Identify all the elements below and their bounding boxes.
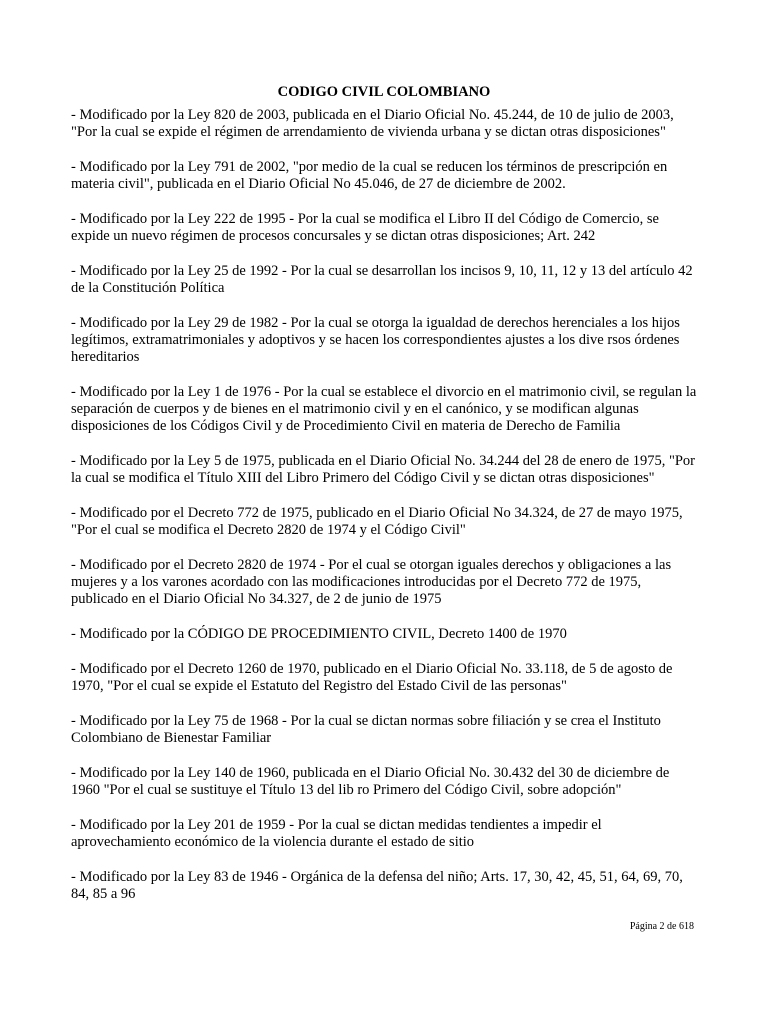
list-item: - Modificado por la Ley 29 de 1982 - Por la cual se otorga la igualdad de derechos herenciales a los hijos legítimos, extramatrimoniales y adoptivos y se hacen los correspondientes ajustes a los dive rsos órdenes hereditarios <box>71 315 680 365</box>
list-item: - Modificado por la Ley 791 de 2002, "por medio de la cual se reducen los términos de prescripción en materia civil", publicada en el Diario Oficial No 45.046, de 27 de diciembre de 2002. <box>71 159 668 192</box>
list-item: - Modificado por la Ley 25 de 1992 - Por la cual se desarrollan los incisos 9, 10, 11, 12 y 13 del artículo 42 de la Constitución Política <box>71 263 693 296</box>
list-item: - Modificado por la Ley 1 de 1976 - Por la cual se establece el divorcio en el matrimonio civil, se regulan la separación de cuerpos y de bienes en el matrimonio civil y en el canónico, y se modifican algunas disposiciones de los Códigos Civil y de Procedimiento Civil en materia de Derecho de Familia <box>71 384 697 434</box>
list-item: - Modificado por la Ley 820 de 2003, publicada en el Diario Oficial No. 45.244, de 10 de julio de 2003, "Por la cual se expide el régimen de arrendamiento de vivienda urbana y se dictan otras disposiciones" <box>71 107 674 140</box>
list-item: - Modificado por la Ley 5 de 1975, publicada en el Diario Oficial No. 34.244 del 28 de enero de 1975, "Por la cual se modifica el Título XIII del Libro Primero del Código Civil y se dictan otras disposiciones" <box>71 453 696 486</box>
list-item: - Modificado por el Decreto 1260 de 1970, publicado en el Diario Oficial No. 33.118, de 5 de agosto de 1970, "Por el cual se expide el Estatuto del Registro del Estado Civil de las personas" <box>71 661 673 694</box>
list-item: - Modificado por la Ley 75 de 1968 - Por la cual se dictan normas sobre filiación y se crea el Instituto Colombiano de Bienestar Familiar <box>71 713 661 746</box>
list-item: - Modificado por la CÓDIGO DE PROCEDIMIENTO CIVIL, Decreto 1400 de 1970 <box>71 626 567 642</box>
modification-list <box>71 107 697 921</box>
list-item: - Modificado por el Decreto 772 de 1975, publicado en el Diario Oficial No 34.324, de 27 de mayo 1975, "Por el cual se modifica el Decreto 2820 de 1974 y el Código Civil" <box>71 505 683 538</box>
list-item: - Modificado por la Ley 222 de 1995 - Por la cual se modifica el Libro II del Código de Comercio, se expide un nuevo régimen de procesos concursales y se dictan otras disposiciones; Art. 242 <box>71 211 659 244</box>
list-item: - Modificado por la Ley 140 de 1960, publicada en el Diario Oficial No. 30.432 del 30 de diciembre de 1960 "Por el cual se sustituye el Título 13 del lib ro Primero del Código Civil, sobre adopción" <box>71 765 670 798</box>
list-item: - Modificado por la Ley 201 de 1959 - Por la cual se dictan medidas tendientes a impedir el aprovechamiento económico de la violencia durante el estado de sitio <box>71 817 602 850</box>
list-item: - Modificado por la Ley 83 de 1946 - Orgánica de la defensa del niño; Arts. 17, 30, 42, 45, 51, 64, 69, 70, 84, 85 a 96 <box>71 869 683 902</box>
list-item: - Modificado por el Decreto 2820 de 1974 - Por el cual se otorgan iguales derechos y obligaciones a las mujeres y a los varones acordado con las modificaciones introducidas por el Decreto 772 de 1975, publicado en el Diario Oficial No 34.327, de 2 de junio de 1975 <box>71 557 672 607</box>
page-number: Página 2 de 618 <box>629 921 694 932</box>
document-title: CODIGO CIVIL COLOMBIANO <box>277 84 491 100</box>
